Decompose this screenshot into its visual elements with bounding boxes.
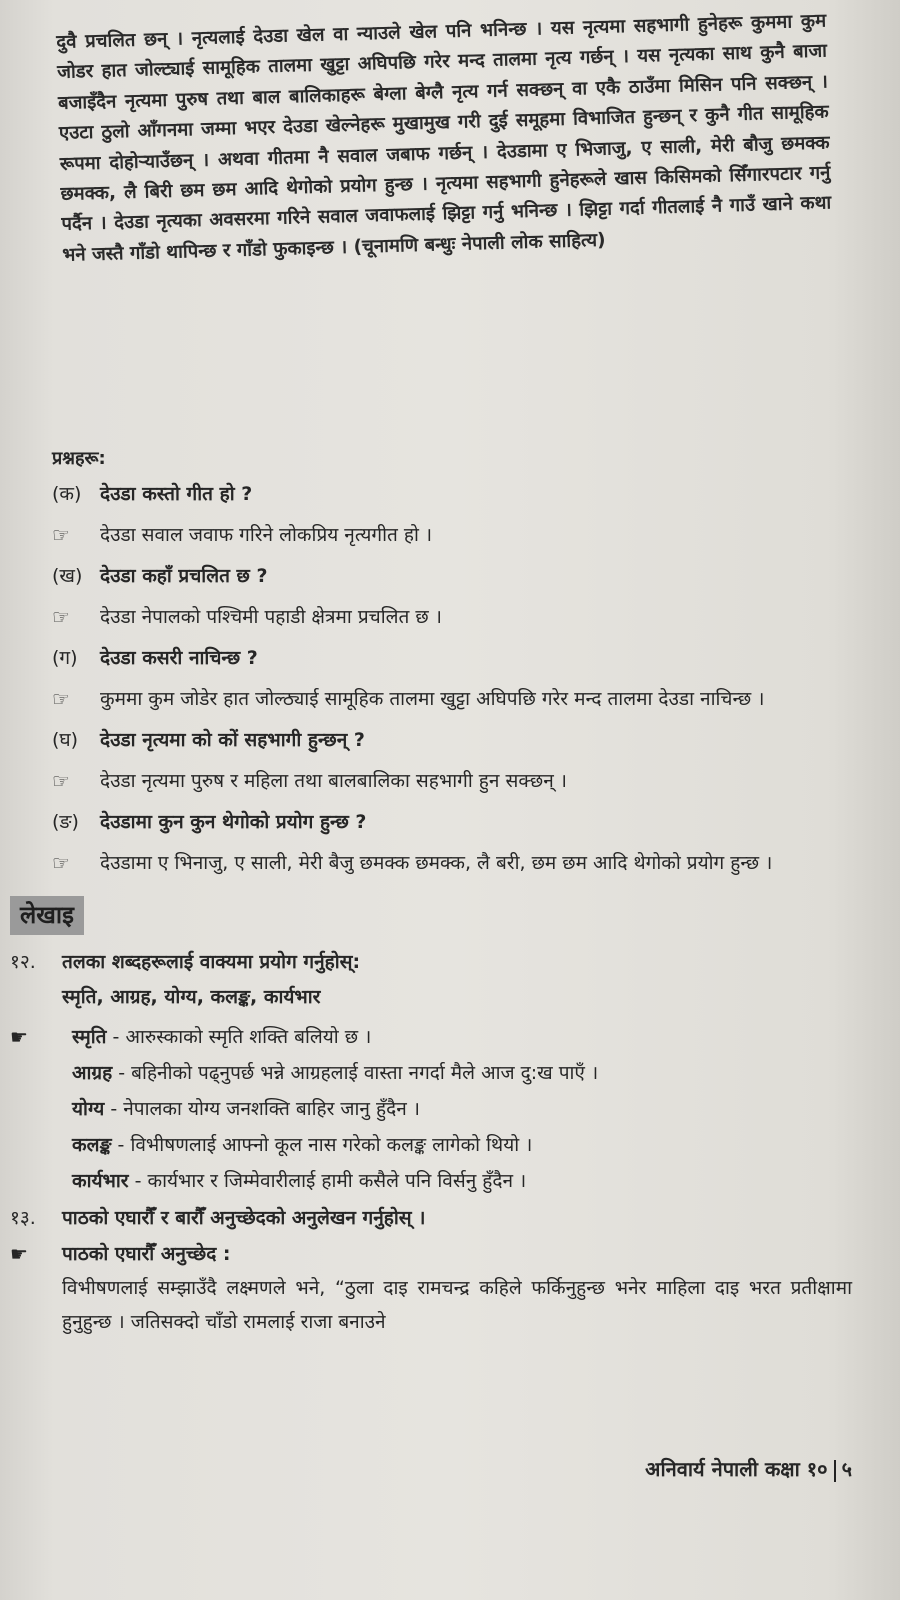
question — [52, 808, 852, 836]
pointing-hand-icon: ☞ — [52, 605, 70, 629]
question-number: (क) — [52, 483, 82, 505]
sentence-text — [72, 1091, 420, 1127]
question-number: (ङ) — [52, 811, 79, 833]
question — [52, 726, 852, 754]
exercise-text: पाठको एघारौँ र बारौँ अनुच्छेदको अनुलेखन गर्नुहोस् । — [62, 1207, 426, 1229]
question-number: (ग) — [52, 647, 78, 669]
question — [52, 562, 852, 590]
answer-text: देउडा नृत्यमा पुरुष र महिला तथा बालबालिका सहभागी हुन सक्छन् । — [100, 770, 567, 792]
section-heading: लेखाइ — [10, 896, 84, 935]
exercise-13-instruction — [10, 1203, 852, 1233]
sentence-item — [10, 1019, 852, 1055]
sentence-text — [72, 1127, 532, 1163]
sentence-text — [72, 1055, 598, 1091]
exercise-text: तलका शब्दहरूलाई वाक्यमा प्रयोग गर्नुहोस्: — [62, 951, 361, 973]
spacer — [62, 1019, 72, 1055]
answer-text: देउडा नेपालको पश्चिमी पहाडी क्षेत्रमा प्रचलित छ । — [100, 606, 442, 628]
question-text: देउडा कसरी नाचिन्छ ? — [100, 647, 258, 669]
sentence-term: कलङ्क — [72, 1134, 112, 1156]
question — [52, 480, 852, 508]
question-text: देउडा नृत्यमा को कों सहभागी हुन्छन् ? — [100, 729, 365, 751]
indent-spacer — [10, 1091, 62, 1127]
sentence-term: योग्य — [72, 1098, 105, 1120]
sentence-item — [52, 1127, 852, 1163]
question-text: देउडा कहाँ प्रचलित छ ? — [100, 565, 268, 587]
pointing-hand-icon: ☞ — [52, 687, 70, 711]
transcription-text: विभीषणलाई सम्झाउँदै लक्ष्मणले भने, “ठुला दाइ रामचन्द्र कहिले फर्किनुहुन्छ भनेर माहिला दाइ भरत प्रतीक्षामा हुनुहुन्छ । जतिसक्दो चाँडो रामलाई राजा बनाउने — [62, 1277, 852, 1333]
book-title: अनिवार्य नेपाली कक्षा १० — [645, 1457, 828, 1481]
question-number: (ख) — [52, 565, 83, 587]
answer-text: देउडामा ए भिनाजु, ए साली, मेरी बैजु छमक्क छमक्क, लै बरी, छम छम आदि थेगोको प्रयोग हुन्छ । — [100, 852, 773, 874]
sentence-text — [72, 1163, 526, 1199]
question-number: (घ) — [52, 729, 79, 751]
sentence-item — [52, 1055, 852, 1091]
exercise-12-instruction — [10, 947, 852, 977]
answer — [52, 520, 852, 550]
indent-spacer — [10, 1127, 62, 1163]
indent-spacer — [10, 1055, 62, 1091]
sentence-item — [52, 1091, 852, 1127]
sentence-body: - आरुस्काको स्मृति शक्ति बलियो छ । — [106, 1026, 372, 1048]
answer-text: कुममा कुम जोडेर हात जोल्ठ्याई सामूहिक तालमा खुट्टा अघिपछि गरेर मन्द तालमा देउडा नाचिन्छ । — [100, 688, 765, 710]
sentence-body: - विभीषणलाई आफ्नो कूल नास गरेको कलङ्क लागेको थियो । — [111, 1134, 533, 1156]
answer-text: देउडा सवाल जवाफ गरिने लोकप्रिय नृत्यगीत हो । — [100, 524, 433, 546]
answer — [52, 766, 852, 796]
exercise-number: १३. — [10, 1207, 36, 1229]
qa-content — [10, 446, 852, 1339]
sentence-list — [10, 1019, 852, 1199]
question-text: देउडा कस्तो गीत हो ? — [100, 483, 253, 505]
sentence-term: कार्यभार — [72, 1170, 129, 1192]
spacer — [62, 1091, 72, 1127]
page-footer — [645, 1455, 852, 1482]
footer-divider — [834, 1460, 836, 1482]
answer — [52, 602, 852, 632]
questions-label: प्रश्नहरू: — [52, 448, 106, 469]
sub-heading — [10, 1237, 852, 1271]
pointing-hand-icon: ☛ — [10, 1242, 28, 1266]
question — [52, 644, 852, 672]
exercise-number: १२. — [10, 951, 36, 973]
sentence-term: आग्रह — [72, 1062, 113, 1084]
spacer — [62, 1127, 72, 1163]
sentence-body: - बहिनीको पढ्नुपर्छ भन्ने आग्रहलाई वास्ता नगर्दा मैले आज दु:ख पाएँ । — [112, 1062, 599, 1084]
sentence-item — [52, 1163, 852, 1199]
answer — [52, 848, 852, 878]
question-text: देउडामा कुन कुन थेगोको प्रयोग हुन्छ ? — [100, 811, 367, 833]
spacer — [62, 1163, 72, 1199]
pointing-hand-icon: ☞ — [52, 523, 70, 547]
sentence-term: स्मृति — [72, 1026, 107, 1048]
answer — [52, 684, 852, 714]
pointing-hand-icon: ☛ — [10, 1025, 28, 1049]
pointing-hand-icon: ☞ — [52, 769, 70, 793]
spacer — [62, 1055, 72, 1091]
word-list: स्मृति, आग्रह, योग्य, कलङ्क, कार्यभार — [62, 986, 321, 1008]
indent-spacer — [10, 1163, 62, 1199]
page-number: ५ — [841, 1457, 852, 1481]
sentence-text — [72, 1019, 371, 1055]
sentence-body: - नेपालका योग्य जनशक्ति बाहिर जानु हुँदैन । — [104, 1098, 420, 1120]
sub-heading-text: पाठको एघारौँ अनुच्छेद : — [62, 1243, 231, 1265]
pointing-hand-icon: ☞ — [52, 851, 70, 875]
intro-paragraph: दुवै प्रचलित छन् । नृत्यलाई देउडा खेल वा न्याउले खेल पनि भनिन्छ । यस नृत्यमा सहभागी हुनेहरू कुममा कुम जोडर हात जोल्ट्याई सामूहिक तालमा खुट्टा अघिपछि गरेर मन्द तालमा नृत्य गर्छन् । यस नृत्यका साथ कुनै बाजा बजाइँदैन नृत्यमा पुरुष तथा बाल बालिकाहरू बेग्ला बेग्लै नृत्य गर्न सक्छन् वा एकै ठाउँमा मिसिन पनि सक्छन् । एउटा ठुलो आँगनमा जम्मा भएर देउडा खेल्नेहरू मुखामुख गरी दुई समूहमा विभाजित हुन्छन् र कुनै गीत सामूहिक रूपमा दोहोऱ्याउँछन् । अथवा गीतमा नै सवाल जबाफ गर्छन् । देउडामा ए भिजाजु, ए साली, मेरी बौजु छमक्क छमक्क, लै बिरी छम छम आदि थेगोको प्रयोग हुन्छ । नृत्यमा सहभागी हुनेहरूले खास किसिमको सिँगारपटार गर्नु पर्दैन । देउडा नृत्यका अवसरमा गरिने सवाल जवाफलाई झिट्टा गर्नु भनिन्छ । झिट्टा गर्दा गीतलाई नै गाउँ खाने कथा भने जस्तै गाँडो थापिन्छ र गाँडो फुकाइन्छ । (चूनामणि बन्धुः नेपाली लोक साहित्य) — [56, 10, 832, 266]
sentence-body: - कार्यभार र जिम्मेवारीलाई हामी कसैले पनि विर्सनु हुँदैन । — [128, 1170, 527, 1192]
qa-list — [52, 480, 852, 878]
